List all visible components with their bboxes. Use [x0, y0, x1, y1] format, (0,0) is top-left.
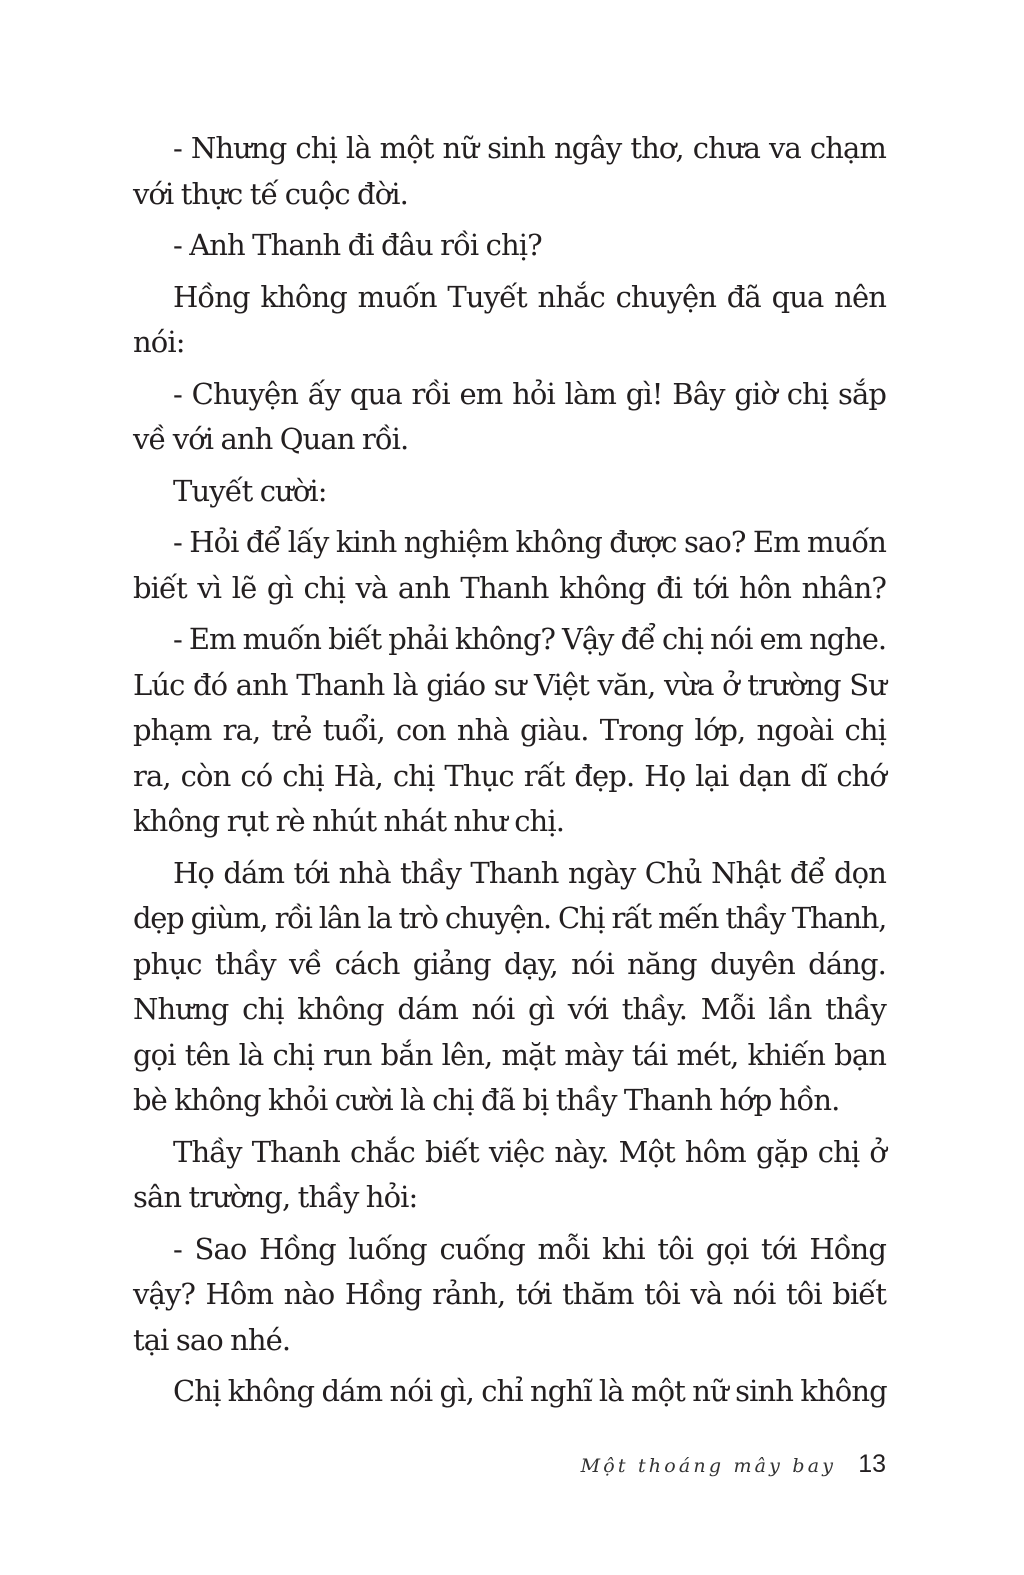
paragraph	[133, 223, 886, 269]
text-line: bè không khỏi cười là chị đã bị thầy Thanh hớp hồn.	[133, 1083, 840, 1117]
text-line: nói:	[133, 325, 185, 359]
text-line: - Anh Thanh đi đâu rồi chị?	[173, 228, 542, 262]
paragraph	[133, 275, 886, 366]
paragraph	[133, 520, 886, 611]
text-line: với thực tế cuộc đời.	[133, 176, 408, 211]
text-line: Họ dám tới nhà thầy Thanh ngày Chủ Nhật để dọn	[173, 855, 886, 890]
text-line: Hồng không muốn Tuyết nhắc chuyện đã qua nên	[173, 279, 886, 314]
page-footer	[581, 1450, 886, 1479]
text-line: - Em muốn biết phải không? Vậy để chị nói em nghe.	[173, 622, 886, 656]
paragraph	[133, 469, 886, 515]
text-line: ra, còn có chị Hà, chị Thục rất đẹp. Họ lại dạn dĩ chớ	[133, 758, 886, 793]
text-line: sân trường, thầy hỏi:	[133, 1180, 418, 1214]
text-line: phục thầy về cách giảng dạy, nói năng duyên dáng.	[133, 946, 886, 981]
text-line: dẹp giùm, rồi lân la trò chuyện. Chị rất mến thầy Thanh,	[133, 901, 886, 935]
text-line: về với anh Quan rồi.	[133, 422, 409, 456]
page-number: 13	[858, 1450, 886, 1478]
text-line: Lúc đó anh Thanh là giáo sư Việt văn, vừa ở trường Sư	[133, 667, 886, 702]
paragraph	[133, 851, 886, 1124]
text-line: gọi tên là chị run bắn lên, mặt mày tái mét, khiến bạn	[133, 1037, 886, 1072]
paragraph	[133, 1130, 886, 1221]
paragraph	[133, 1369, 886, 1415]
text-line: không rụt rè nhút nhát như chị.	[133, 804, 565, 838]
text-line: tại sao nhé.	[133, 1322, 291, 1357]
running-title: Một thoáng mây bay	[580, 1455, 837, 1477]
body-text	[133, 126, 886, 1415]
text-line: Thầy Thanh chắc biết việc này. Một hôm gặp chị ở	[173, 1134, 886, 1169]
paragraph	[133, 372, 886, 463]
text-line: - Chuyện ấy qua rồi em hỏi làm gì! Bây giờ chị sắp	[173, 376, 886, 411]
text-line: - Sao Hồng luống cuống mỗi khi tôi gọi tới Hồng	[173, 1231, 886, 1266]
paragraph	[133, 126, 886, 217]
text-line: Nhưng chị không dám nói gì với thầy. Mỗi lần thầy	[133, 992, 886, 1026]
text-line: Tuyết cười:	[173, 473, 327, 508]
paragraph	[133, 1227, 886, 1364]
text-line: biết vì lẽ gì chị và anh Thanh không đi tới hôn nhân?	[133, 570, 886, 605]
text-line: - Hỏi để lấy kinh nghiệm không được sao? Em muốn	[173, 525, 887, 559]
text-line: vậy? Hôm nào Hồng rảnh, tới thăm tôi và nói tôi biết	[133, 1277, 886, 1311]
paragraph	[133, 617, 886, 845]
text-line: phạm ra, trẻ tuổi, con nhà giàu. Trong lớp, ngoài chị	[133, 713, 886, 747]
text-line: Chị không dám nói gì, chỉ nghĩ là một nữ sinh không	[173, 1374, 887, 1408]
text-line: - Nhưng chị là một nữ sinh ngây thơ, chưa va chạm	[173, 131, 886, 165]
